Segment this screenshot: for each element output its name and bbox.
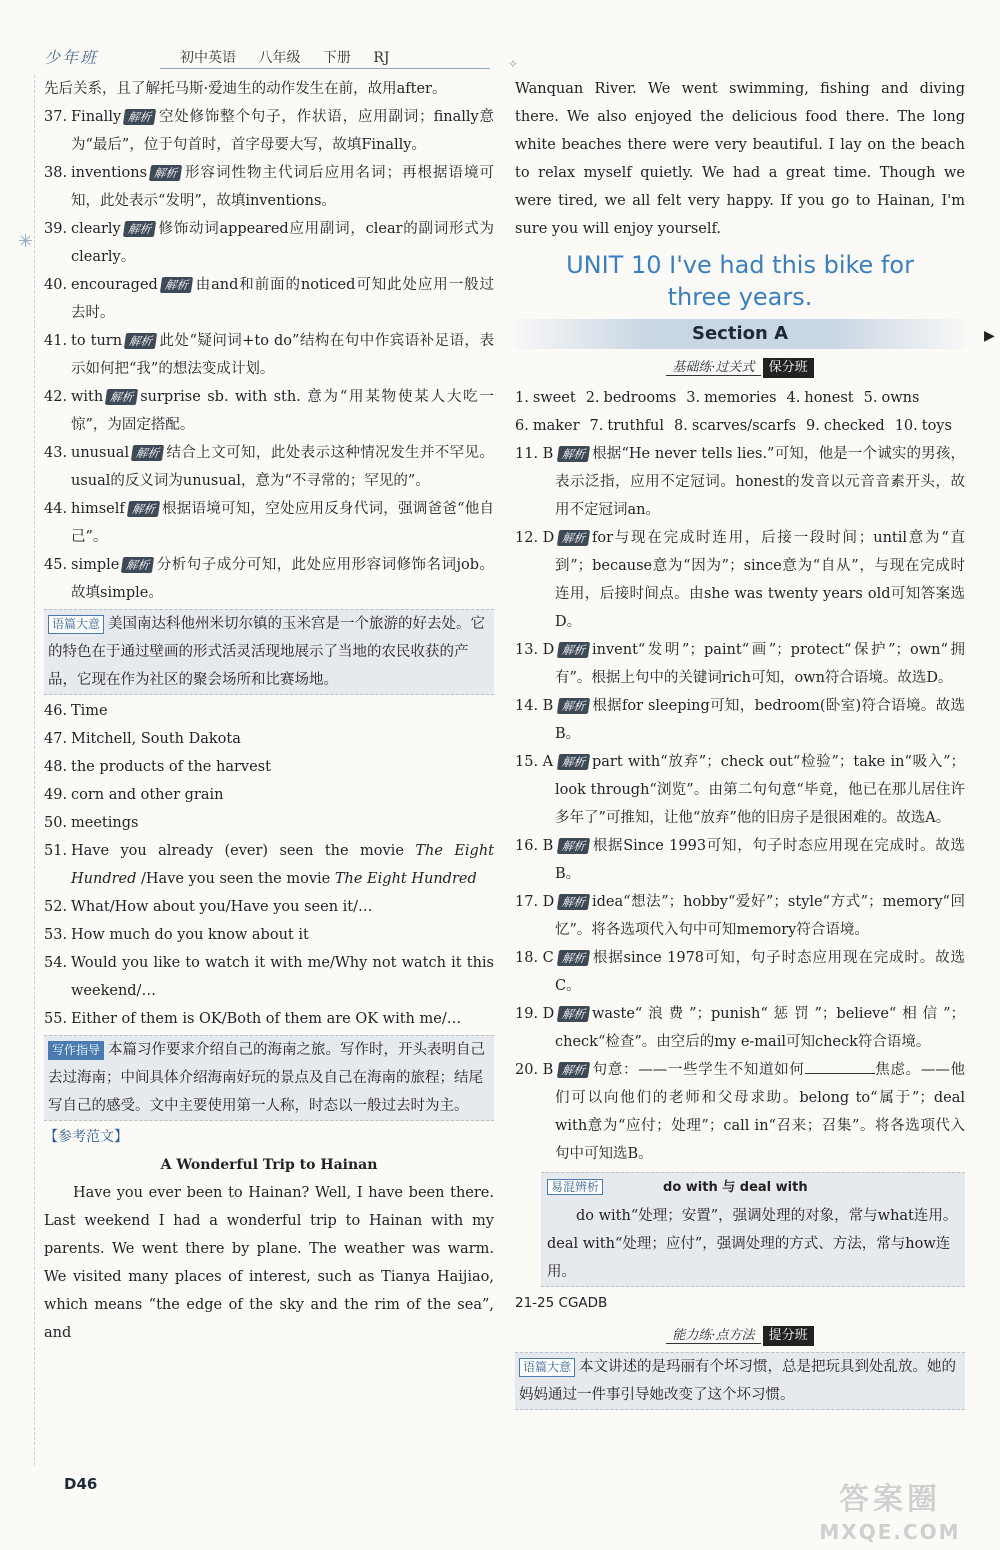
analysis-tag: 解析 [160,277,193,293]
answer-item [515,524,965,636]
analysis-text: idea“想法”；hobby“爱好”；style“方式”；memory“回忆”。将各选项代入句中可知memory符合语境。 [555,894,965,938]
banner-right-badge: 保分班 [763,358,814,378]
answer-body [555,888,965,944]
watermark [790,1480,990,1550]
answer-number: 14. B [515,698,554,714]
word-answer-text: bedrooms [603,390,677,406]
analysis-tag: 解析 [557,642,590,658]
word-answer [686,384,776,412]
ability-banner [515,1321,965,1350]
banner2-right-badge: 提分班 [763,1326,814,1346]
analysis-text: waste“浪费”；punish“惩罚”；believe“相信”；check“检查”。由空后的my e-mail可知check符合语境。 [555,1006,965,1050]
answer-number: 38. [44,165,68,181]
answer-number: 54. [44,955,68,971]
confusion-tip-box [541,1172,965,1287]
essay-title: A Wonderful Trip to Hainan [160,1157,378,1173]
answer-number: 50. [44,815,68,831]
analysis-text: 结合上文可知，此处表示这种情况发生并不罕见。usual的反义词为unusual，意为“不寻常的；罕见的”。 [71,445,494,489]
analysis-text: surprise sb. with sth. 意为“用某物使某人大吃一惊”，为固定搭配。 [71,389,494,433]
answer-word: Finally [71,109,122,125]
answer-number: 41. [44,333,68,349]
answer-number: 52. [44,899,68,915]
tip-text: do with“处理；安置”，强调处理的对象，常与what连用。deal with“处理；应付”，强调处理的方式、方法，常与how连用。 [547,1208,958,1280]
answer-body [555,1000,965,1056]
answer-number: 55. [44,1011,68,1027]
answer-body [555,944,965,1000]
reference-label: 【参考范文】 [44,1129,128,1145]
word-answer-number: 6. [515,418,529,434]
passage-summary-label: 语篇大意 [48,615,104,634]
answer-text: Mitchell, South Dakota [71,731,241,747]
answer-body [555,832,965,888]
answer-text: meetings [71,815,139,831]
star-icon: ✳ [18,231,34,252]
answer-body [555,748,965,832]
essay-continuation: Wanquan River. We went swimming, fishing and diving there. We also enjoyed the delicious food there. The long white beaches there were very beautiful. I lay on the beach to relax myself quietly. We had a great time. Though we were tired, we all felt very happy. If you go to Hainan, I'm sure you will enjoy yourself. [515,81,965,237]
analysis-tag: 解析 [131,445,164,461]
answer-word: inventions [71,165,148,181]
analysis-tag: 解析 [557,754,590,770]
answer-item [44,495,494,551]
answer-number: 11. B [515,446,554,462]
unit-title-line2: three years. [667,283,813,311]
word-answer [787,384,854,412]
answer-item [44,1005,494,1033]
analysis-text: 此处“疑问词+to do”结构在句中作宾语补足语，表示如何把“我”的想法变成计划。 [71,333,494,377]
unit-title-line1: UNIT 10 I've had this bike for [566,251,914,279]
analysis-text: 根据语境可知，空处应用反身代词，强调爸爸“他自己”。 [71,501,494,545]
answer-item [44,921,494,949]
word-answer [895,412,952,440]
writing-guide-text: 本篇习作要求介绍自己的海南之旅。写作时，开头表明自己去过海南；中间具体介绍海南好玩的景点及自己在海南的旅程；结尾写自己的感受。文中主要使用第一人称，时态以一般过去时为主。 [48,1042,486,1114]
range-answer: 21-25 CGADB [515,1295,608,1311]
answer-body [71,383,494,439]
page-header [30,42,990,72]
banner2-left-text: 能力练·点方法 [666,1328,760,1344]
banner-left-text: 基础练·过关式 [666,360,760,376]
unit-title [515,249,965,313]
answer-number: 16. B [515,838,554,854]
writing-guide-box [44,1035,494,1121]
answer-number: 42. [44,389,68,405]
answer-body [71,271,494,327]
analysis-tag: 解析 [557,1006,590,1022]
word-answer [674,412,796,440]
answer-word: clearly [71,221,121,237]
analysis-text: for与现在完成时连用，后接一段时间；until意为“直到”；because意为“因为”；since意为“自从”，与现在完成时连用，后接时间点。由she was twenty years old可知答案选D。 [555,530,965,630]
answer-body [71,439,494,495]
answer-text: Would you like to watch it with me/Why not watch it this weekend/… [71,955,494,999]
answer-body [71,327,494,383]
answer-number: 45. [44,557,68,573]
answer-item [44,725,494,753]
answer-word: simple [71,557,120,573]
passage-summary-label-2: 语篇大意 [519,1358,575,1377]
left-column [44,75,494,1347]
answer-word: unusual [71,445,130,461]
answer-number: 20. B [515,1062,554,1078]
word-answer-text: owns [881,390,920,406]
answer-number: 44. [44,501,68,517]
answer-item [515,440,965,524]
analysis-tag: 解析 [557,530,590,546]
word-answer-text: honest [804,390,854,406]
answer-text: corn and other grain [71,787,224,803]
word-answer-text: toys [921,418,952,434]
answer-word: himself [71,501,125,517]
answer-item [515,1000,965,1056]
answer-text: How much do you know about it [71,927,309,943]
analysis-text: 根据for sleeping可知，bedroom(卧室)符合语境。故选B。 [555,698,965,742]
word-answer [864,384,920,412]
passage-summary-text-2: 本文讲述的是玛丽有个坏习惯，总是把玩具到处乱放。她的妈妈通过一件事引导她改变了这个坏习惯。 [519,1359,957,1403]
answer-51 [44,837,494,893]
answer-text: 解析 句意：——一些学生不知道如何 焦虑。——他们可以向他们的老师和父母求助。belong to“属于”；deal with意为“应付；处理”；call in“召来；召集”。将各选项代入句中可知选B。 [555,1056,965,1168]
answer-text: the products of the harvest [71,759,271,775]
answer-text: Have you already (ever) seen the movie The Eight Hundred /Have you seen the movie The Eight Hundred [71,843,494,887]
answer-body [555,524,965,636]
answer-number: 48. [44,759,68,775]
sparkle-icon: ✧ [508,57,519,71]
word-answer-text: truthful [607,418,664,434]
analysis-text: 根据Since 1993可知，句子时态应用现在完成时。故选B。 [555,838,965,882]
analysis-text: 修饰动词appeared应用副词，clear的副词形式为clearly。 [71,221,494,265]
answer-number: 15. A [515,754,554,770]
answer-number: 46. [44,703,68,719]
word-answer [590,412,664,440]
word-answer-number: 4. [786,390,801,406]
section-heading: Section A [515,319,965,349]
word-answer [586,384,677,412]
word-answer-number: 1. [515,390,529,406]
analysis-tag: 解析 [149,165,182,181]
answer-item [44,159,494,215]
answer-item [44,327,494,383]
answer-number: 39. [44,221,68,237]
analysis-text: part with“放弃”；check out“检验”；take in“吸入”；look through“浏览”。由第二句句意“毕竟，他已在那儿居住许多年了”可推知，让他“放弃”他的旧房子是很困难的。故选A。 [555,754,965,826]
answer-list-37-45 [44,103,494,607]
word-answer-grid [515,384,965,440]
fill-blank [805,1057,875,1074]
word-answer [806,412,885,440]
tip-heading: do with 与 deal with [663,1180,808,1195]
answer-number: 53. [44,927,68,943]
answer-number: 12. D [515,530,555,546]
analysis-tag: 解析 [557,1062,590,1078]
writing-guide-label: 写作指导 [48,1041,104,1060]
essay-paragraph: Have you ever been to Hainan? Well, I have been there. Last weekend I had a wonderful trip to Hainan with my parents. We went there by plane. The weather was warm. We visited many places of interest, such as Tianya Haijiao, which means “the edge of the sky and the rim of the sea”, and [44,1185,494,1341]
word-answer-number: 10. [894,418,918,434]
answer-body [71,103,494,159]
analysis-tag: 解析 [121,557,154,573]
answer-item [44,893,494,921]
answer-number: 13. D [515,642,555,658]
answer-body [555,692,965,748]
analysis-text: 根据“He never tells lies.”可知，他是一个诚实的男孩，表示泛指，应用不定冠词。honest的发音以元音音素开头，故用不定冠词an。 [555,446,965,518]
practice-banner [515,353,965,382]
answer-item [44,439,494,495]
word-answer [515,412,580,440]
answer-body [71,159,494,215]
word-answer [515,384,576,412]
margin-rule [34,75,35,1465]
analysis-tag: 解析 [557,950,590,966]
analysis-tag: 解析 [105,389,138,405]
answer-item [515,636,965,692]
analysis-tag: 解析 [124,333,157,349]
arrow-right-icon: ▶ [984,328,995,344]
continuation-text: 先后关系，且了解托马斯·爱迪生的动作发生在前，故用after。 [44,81,447,97]
answer-item [44,103,494,159]
answer-item [515,944,965,1000]
analysis-text: 由and和前面的noticed可知此处应用一般过去时。 [71,277,494,321]
answer-number: 17. D [515,894,555,910]
analysis-text: 空处修饰整个句子，作状语，应用副词；finally意为“最后”，位于句首时，首字母要大写，故填Finally。 [71,109,494,153]
subject: 初中英语 [180,50,236,66]
word-answer-number: 3. [686,390,701,406]
word-answer-text: checked [823,418,885,434]
analysis-tag: 解析 [557,838,590,854]
word-answer-text: maker [532,418,580,434]
analysis-text: 根据since 1978可知，句子时态应用现在完成时。故选C。 [555,950,965,994]
answer-item [44,383,494,439]
header-divider [160,68,490,69]
answer-list-11-19 [515,440,965,1056]
analysis-tag: 解析 [123,109,156,125]
right-column [515,75,965,1412]
analysis-tag: 解析 [557,698,590,714]
word-answer-number: 5. [863,390,878,406]
analysis-tag: 解析 [127,501,160,517]
answer-word: to turn [71,333,123,349]
answer-number: 49. [44,787,68,803]
answer-body [71,495,494,551]
grade: 八年级 [258,50,301,66]
answer-item [515,748,965,832]
answer-text: Time [71,703,108,719]
answer-item [515,888,965,944]
answer-item [44,949,494,1005]
answer-text: What/How about you/Have you seen it/… [71,899,373,915]
answer-body [71,215,494,271]
answer-item [44,809,494,837]
word-answer-text: sweet [532,390,576,406]
answer-text: Either of them is OK/Both of them are OK with me/… [71,1011,462,1027]
word-answer-number: 9. [806,418,820,434]
answer-item [44,781,494,809]
answer-number: 40. [44,277,68,293]
word-answer-text: memories [704,390,777,406]
answer-number: 18. C [515,950,554,966]
answer-list-52-55 [44,893,494,1033]
answer-item [515,692,965,748]
edition: RJ [373,50,390,66]
answer-number: 47. [44,731,68,747]
word-answer-number: 7. [589,418,604,434]
answer-number: 37. [44,109,68,125]
passage-summary-box [44,609,494,695]
answer-20 [515,1056,965,1168]
watermark-bottom: MXQE.COM [819,1520,961,1544]
answer-body [71,551,494,607]
analysis-tag: 解析 [557,446,590,462]
answer-body [555,440,965,524]
analysis-text: 形容词性物主代词后应用名词；再根据语境可知，此处表示“发明”，故填inventions。 [71,165,494,209]
answer-item [44,271,494,327]
answer-number: 51. [44,843,68,859]
watermark-top: 答案圈 [839,1482,941,1517]
passage-summary-text: 美国南达科他州米切尔镇的玉米宫是一个旅游的好去处。它的特色在于通过壁画的形式活灵活现地展示了当地的农民收获的产品，它现在作为社区的聚会场所和比赛场地。 [48,616,486,688]
answer-item [44,551,494,607]
answer-item [44,753,494,781]
answer-list-46-50 [44,697,494,837]
answer-number: 19. D [515,1006,555,1022]
analysis-tag: 解析 [557,894,590,910]
answer-word: with [71,389,104,405]
answer-word: encouraged [71,277,158,293]
answer-item [515,832,965,888]
tip-label: 易混辨析 [547,1179,603,1195]
page-number: D46 [64,1475,98,1493]
analysis-text: 分析句子成分可知，此处应用形容词修饰名词job。故填simple。 [71,557,494,601]
analysis-tag: 解析 [123,221,156,237]
answer-item [44,697,494,725]
word-answer-number: 2. [585,390,600,406]
word-answer-number: 8. [674,418,688,434]
answer-number: 43. [44,445,68,461]
answer-item [44,215,494,271]
answer-body [555,636,965,692]
volume: 下册 [322,50,351,66]
analysis-text: invent“发明”；paint“画”；protect“保护”；own“拥有”。根据上句中的关键词rich可知，own符合语境。故选D。 [555,642,965,686]
passage-summary-box-2 [515,1352,965,1410]
logo: 少年班 [44,48,99,67]
word-answer-text: scarves/scarfs [691,418,797,434]
